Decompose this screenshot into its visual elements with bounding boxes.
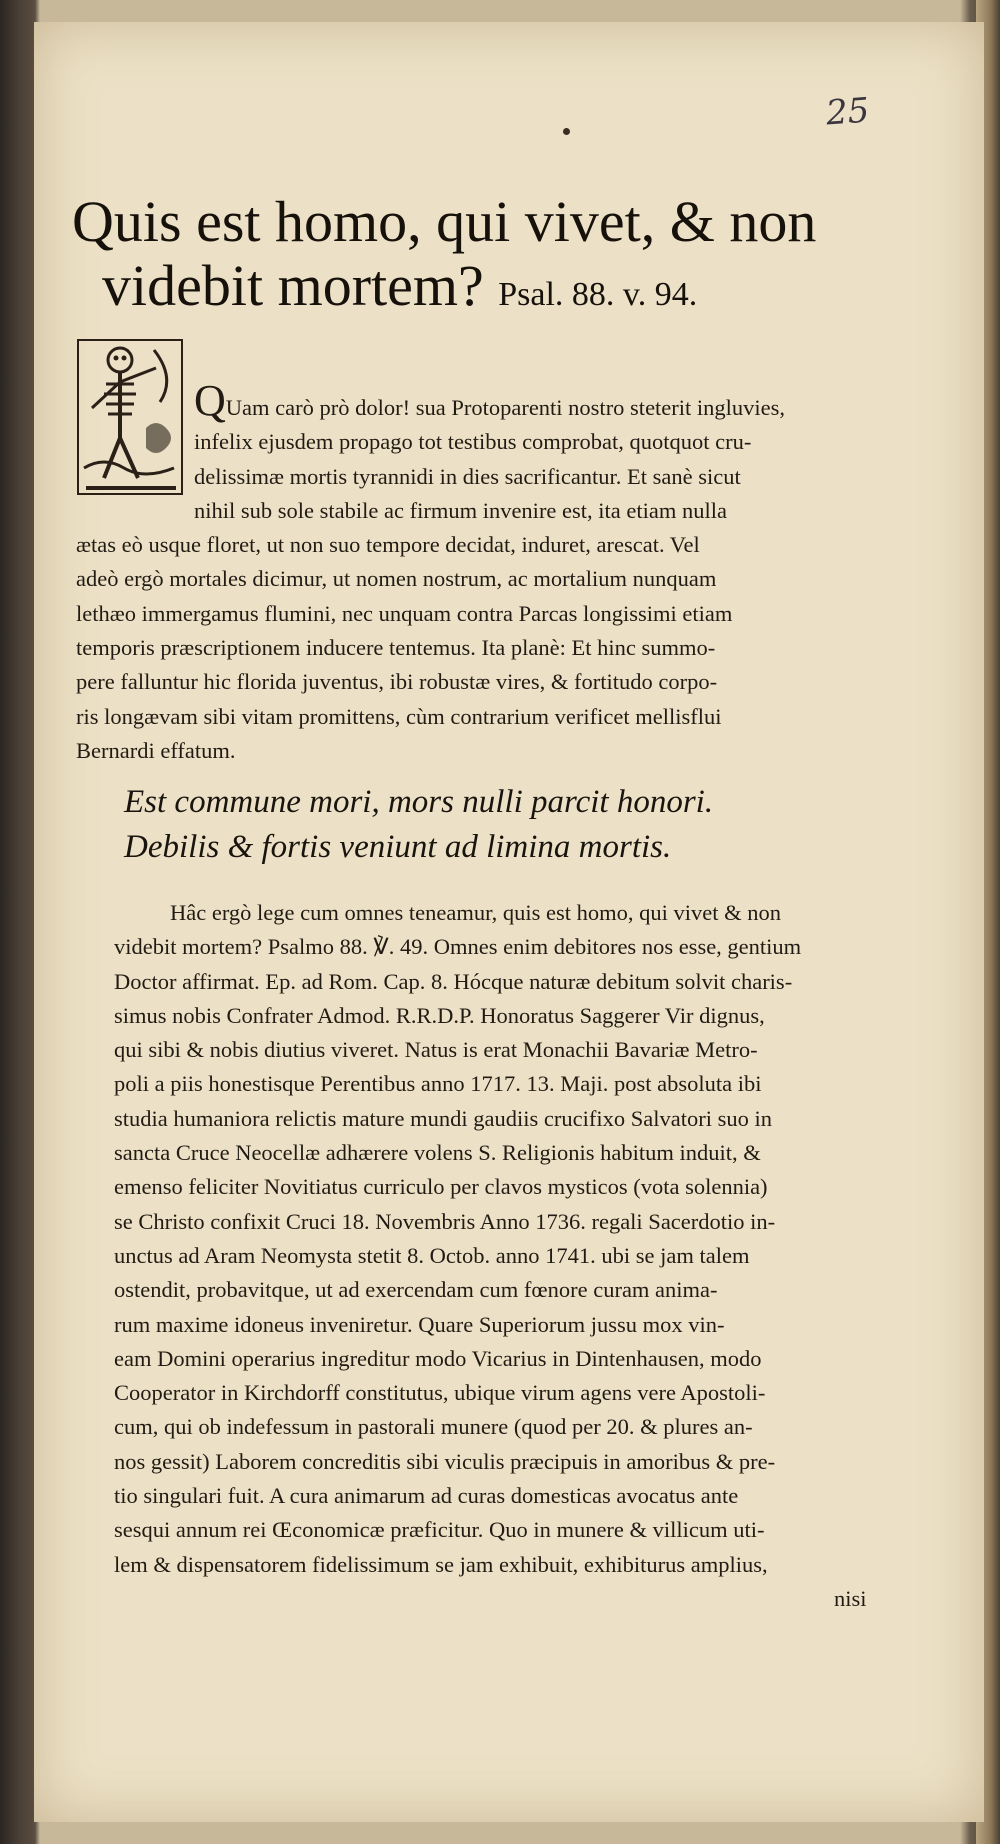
- paragraph-1-line: nihil sub sole stabile ac firmum invenire est, ita etiam nulla: [194, 497, 727, 523]
- ink-dot: [563, 128, 570, 135]
- paragraph-2-line: rum maxime idoneus inveniretur. Quare Superiorum jussu mox vin-: [114, 1311, 725, 1337]
- paragraph-2-line: emenso feliciter Novitiatus curriculo per clavos mysticos (vota solennia): [114, 1174, 768, 1200]
- page-title: [72, 190, 892, 327]
- paragraph-2-line: ostendit, probavitque, ut ad exercendam cum fœnore curam anima-: [114, 1277, 718, 1303]
- paragraph-1-line: lethæo immergamus flumini, nec unquam contra Parcas longissimi etiam: [76, 600, 733, 626]
- paragraph-1-line: Bernardi effatum.: [76, 737, 236, 763]
- verse-line-1: Est commune mori, mors nulli parcit honori.: [124, 784, 714, 820]
- paragraph-2-line: Doctor affirmat. Ep. ad Rom. Cap. 8. Hócque naturæ debitum solvit charis-: [114, 968, 793, 994]
- paragraph-2-line: poli a piis honestisque Perentibus anno 1717. 13. Maji. post absoluta ibi: [114, 1071, 762, 1097]
- paragraph-2: [114, 896, 904, 1616]
- paragraph-2-line: simus nobis Confrater Admod. R.R.D.P. Honoratus Saggerer Vir dignus,: [114, 1002, 765, 1028]
- paragraph-2-line: se Christo confixit Cruci 18. Novembris Anno 1736. regali Sacerdotio in-: [114, 1208, 776, 1234]
- title-line-2-text: videbit mortem?: [102, 253, 484, 318]
- title-line-2: [72, 254, 892, 327]
- catchword: nisi: [834, 1585, 867, 1611]
- paragraph-2-line: sesqui annum rei Œconomicæ præficitur. Quo in munere & villicum uti-: [114, 1517, 765, 1543]
- paragraph-1-line: pere falluntur hic florida juventus, ibi robustæ vires, & fortitudo corpo-: [76, 669, 718, 695]
- paragraph-1-line: adeò ergò mortales dicimur, ut nomen nostrum, ac mortalium nunquam: [76, 566, 717, 592]
- paragraph-1: [76, 376, 896, 768]
- paragraph-2-line: qui sibi & nobis diutius viveret. Natus is erat Monachii Bavariæ Metro-: [114, 1037, 758, 1063]
- paragraph-2-line: eam Domini operarius ingreditur modo Vicarius in Dintenhausen, modo: [114, 1345, 762, 1371]
- paragraph-2-line: sancta Cruce Neocellæ adhærere volens S. Religionis habitum induit, &: [114, 1140, 761, 1166]
- paragraph-2-line: unctus ad Aram Neomysta stetit 8. Octob. anno 1741. ubi se jam talem: [114, 1242, 750, 1268]
- paragraph-2-line: nos gessit) Laborem concreditis sibi viculis præcipuis in amoribus & pre-: [114, 1448, 776, 1474]
- paragraph-1-line: infelix ejusdem propago tot testibus comprobat, quotquot cru-: [194, 429, 752, 455]
- paragraph-2-line: studia humaniora relictis mature mundi gaudiis crucifixo Salvatori suo in: [114, 1105, 772, 1131]
- latin-verse: [124, 780, 884, 870]
- paragraph-1-line: delissimæ mortis tyrannidi in dies sacrificantur. Et sanè sicut: [194, 463, 741, 489]
- drop-cap: Q: [194, 376, 226, 425]
- title-line-1: Quis est homo, qui vivet, & non: [72, 189, 817, 254]
- paragraph-1-line: ris longævam sibi vitam promittens, cùm contrarium verificet mellisflui: [76, 703, 722, 729]
- paragraph-2-line: Hâc ergò lege cum omnes teneamur, quis est homo, qui vivet & non: [170, 900, 782, 925]
- folio-number: 25: [824, 90, 871, 134]
- paragraph-2-line: cum, qui ob indefessum in pastorali munere (quod per 20. & plures an-: [114, 1414, 753, 1440]
- paragraph-2-line: lem & dispensatorem fidelissimum se jam exhibuit, exhibiturus amplius,: [114, 1551, 768, 1577]
- paragraph-1-line: temporis præscriptionem inducere tentemus. Ita planè: Et hinc summo-: [76, 635, 716, 661]
- verse-line-2: Debilis & fortis veniunt ad limina mortis.: [124, 829, 672, 865]
- paragraph-2-line: tio singulari fuit. A cura animarum ad curas domesticas avocatus ante: [114, 1483, 739, 1509]
- paragraph-2-line: videbit mortem? Psalmo 88. ℣. 49. Omnes enim debitores nos esse, gentium: [114, 934, 802, 960]
- paragraph-2-line: Cooperator in Kirchdorff constitutus, ubique virum agens vere Apostoli-: [114, 1380, 766, 1406]
- paragraph-1-line: ætas eò usque floret, ut non suo tempore decidat, induret, arescat. Vel: [76, 532, 700, 558]
- psalm-reference: Psal. 88. v. 94.: [498, 276, 698, 313]
- paragraph-1-line-1: QUam carò prò dolor! sua Protoparenti nostro steterit ingluvies,: [194, 376, 786, 425]
